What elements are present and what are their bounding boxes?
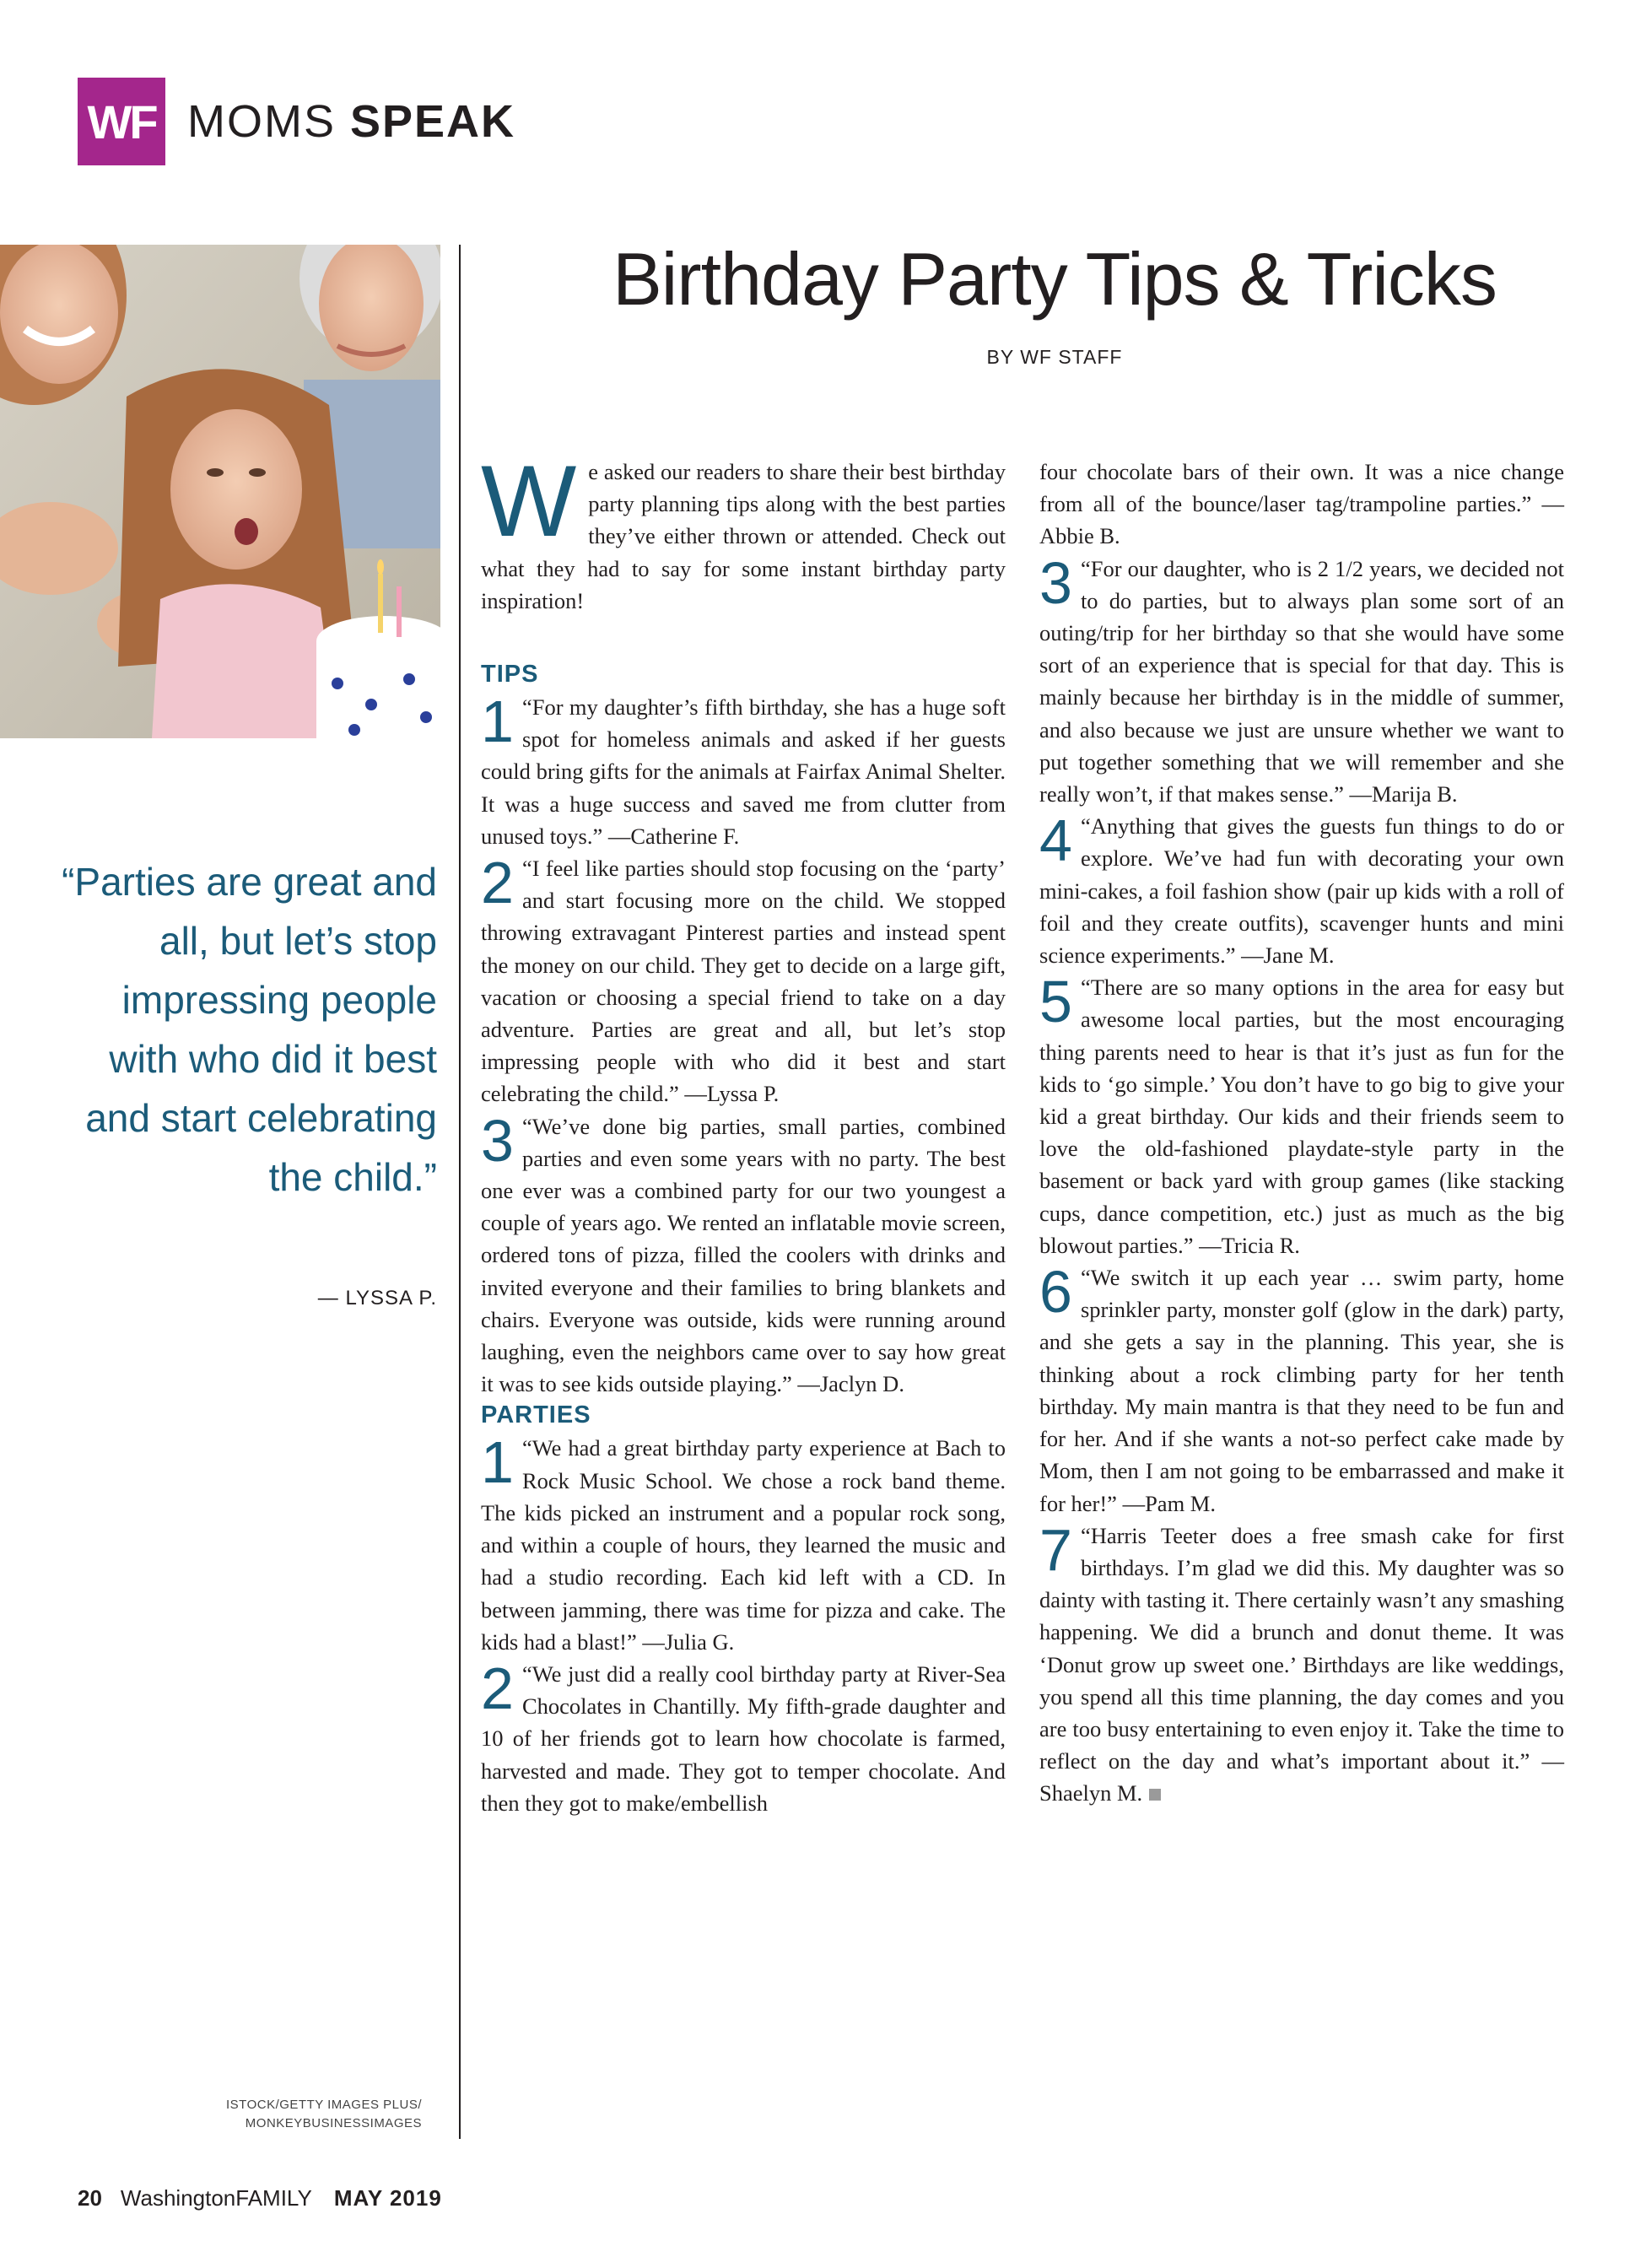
party-text: “We just did a really cool birthday party at River-Sea Chocolates in Chantilly. My fifth-grade daughter and 10 of her friends got to learn how chocolate is farmed, harvested and made. They got to temper chocolate. And then they got to make/embellish [481,1660,1006,1816]
wf-logo: WF [78,78,165,165]
tip-number: 2 [481,850,514,916]
drop-cap: W [481,445,577,558]
tip-text: “We’ve done big parties, small parties, combined parties and even some years with no party. The best one ever was a combined party for our two youngest a couple of years ago. We rented an inflatable movie screen, ordered tons of pizza, filled the coolers with drinks and invited everyone and their families to bring blankets and chairs. Everyone was outside, kids were running around laughing, even the neighbors came over to say how great it was to see kids outside playing.” —Jaclyn D. [481,1113,1006,1397]
party-item [1039,971,1564,1261]
party-text: “We had a great birthday party experience at Bach to Rock Music School. We chose a rock band theme. The kids picked an instrument and a popular rock song, and within a couple of hours, they learned the music and had a studio recording. Each kid left with a CD. In between jamming, there was time for pizza and cake. The kids had a blast!” —Julia G. [481,1435,1006,1655]
tip-item [481,688,1006,852]
party-number: 4 [1039,807,1072,874]
party-number: 6 [1039,1259,1072,1326]
party-number: 2 [481,1655,514,1721]
photo-credit-line1: ISTOCK/GETTY IMAGES PLUS/ [226,2098,422,2112]
tips-heading: TIPS [481,661,539,688]
party-text: “Anything that gives the guests fun things to do or explore. We’ve had fun with decorating your own mini-cakes, a foil fashion show (pair up kids with a roll of foil and they create outfits), scavenger hunts and mini science experiments.” —Jane M. [1039,813,1564,969]
intro-paragraph [481,445,1006,617]
photo-credit-line2: MONKEYBUSINESSIMAGES [245,2116,422,2130]
party-text: “There are so many options in the area for easy but awesome local parties, but the most encouraging thing parents need to hear is that it’s just as fun for the kids to ‘go simple.’ You don’t have to go big to give your kid a great birthday. Our kids and their friends seem to love the old-fashioned playdate-style party in the basement or back yard with group games (like stacking cups, dance competition, etc.) just as much as the big blowout parties.” —Tricia R. [1039,975,1564,1258]
article-column-right [1039,456,1564,1810]
party-text: “Harris Teeter does a free smash cake for first birthdays. I’m glad we did this. My daughter was so dainty with tasting it. There certainly wasn’t any smashing happening. We did a brunch and donut theme. It was ‘Donut grow up sweet one.’ Birthdays are like weddings, you spend all this time planning, the day comes and you are too busy entertaining to even enjoy it. Take the time to reflect on the day and what’s important about it.” —Shaelyn M. [1039,1522,1564,1806]
party-number: 3 [1039,549,1072,616]
party-item [481,1655,1006,1819]
pull-quote-attribution: — LYSSA P. [317,1287,437,1310]
intro-text: e asked our readers to share their best birthday party planning tips along with the best parties they’ve either thrown or attended. Check out what they had to say for some instant birthday party inspiration! [481,459,1006,613]
party-item [1039,807,1564,971]
article-title: Birthday Party Tips & Tricks [612,237,1497,321]
issue-date: MAY 2019 [333,2185,442,2211]
party-item [1039,549,1564,811]
party-number: 1 [481,1429,514,1496]
party-number: 5 [1039,969,1072,1035]
party-item [1039,1516,1564,1810]
page-footer [78,2185,442,2211]
article-byline: BY WF STAFF [986,346,1123,368]
tip-number: 3 [481,1107,514,1174]
tip-text: “I feel like parties should stop focusing on the ‘party’ and start focusing more on the child. We stopped throwing extravagant Pinterest parties and instead spent the money on our child. They get to decide on a large gift, vacation or choosing a special friend to take on a day adventure. Parties are great and all, but let’s stop impressing people with who did it best and start celebrating the child.” —Lyssa P. [481,856,1006,1107]
parties-heading: PARTIES [481,1401,591,1429]
section-title-light: MOMS [187,96,350,147]
tip-number: 1 [481,688,514,755]
party-number: 7 [1039,1516,1072,1583]
tip-item [481,1107,1006,1401]
party-item [1039,1261,1564,1520]
tip-text: “For my daughter’s fifth birthday, she has a huge soft spot for homeless animals and asked if her guests could bring gifts for the animals at Fairfax Animal Shelter. It was a huge success and saved me from clutter from unused toys.” —Catherine F. [481,694,1006,849]
party-continuation: four chocolate bars of their own. It was a nice change from all of the bounce/laser tag/trampoline parties.” —Abbie B. [1039,459,1564,549]
pull-quote: “Parties are great and all, but let’s stop impressing people with who did it best and start celebrating the child.” [62,860,437,1199]
party-text: “For our daughter, who is 2 1/2 years, we decided not to do parties, but to always plan some sort of an outing/trip for her birthday so that she would have some sort of an experience that is special for that day. This is mainly because her birthday is in the middle of summer, and also because we just are unsure whether we want to put together something that we will remember and she really won’t, if that makes sense.” —Marija B. [1039,555,1564,807]
photo-credit [84,2096,422,2133]
end-mark-icon [1149,1789,1161,1801]
party-text: “We switch it up each year … swim party, home sprinkler party, monster golf (glow in the dark) party, and she gets a say in the planning. This year, she is thinking about a rock climbing party for her tenth birthday. My main mantra is that they need to be fun and for her. And if she wants a not-so perfect cake made by Mom, then I am not going to be embarrassed and make it for her!” —Pam M. [1039,1265,1564,1516]
section-title [187,95,515,148]
page-number: 20 [78,2185,102,2211]
section-title-bold: SPEAK [350,96,516,147]
birthday-photo [0,245,440,738]
party-item [481,1429,1006,1657]
tip-item [481,852,1006,1110]
column-divider [459,245,461,2139]
section-header [78,78,515,165]
article-column-left [481,445,1006,1819]
magazine-name: WashingtonFAMILY [120,2185,312,2211]
